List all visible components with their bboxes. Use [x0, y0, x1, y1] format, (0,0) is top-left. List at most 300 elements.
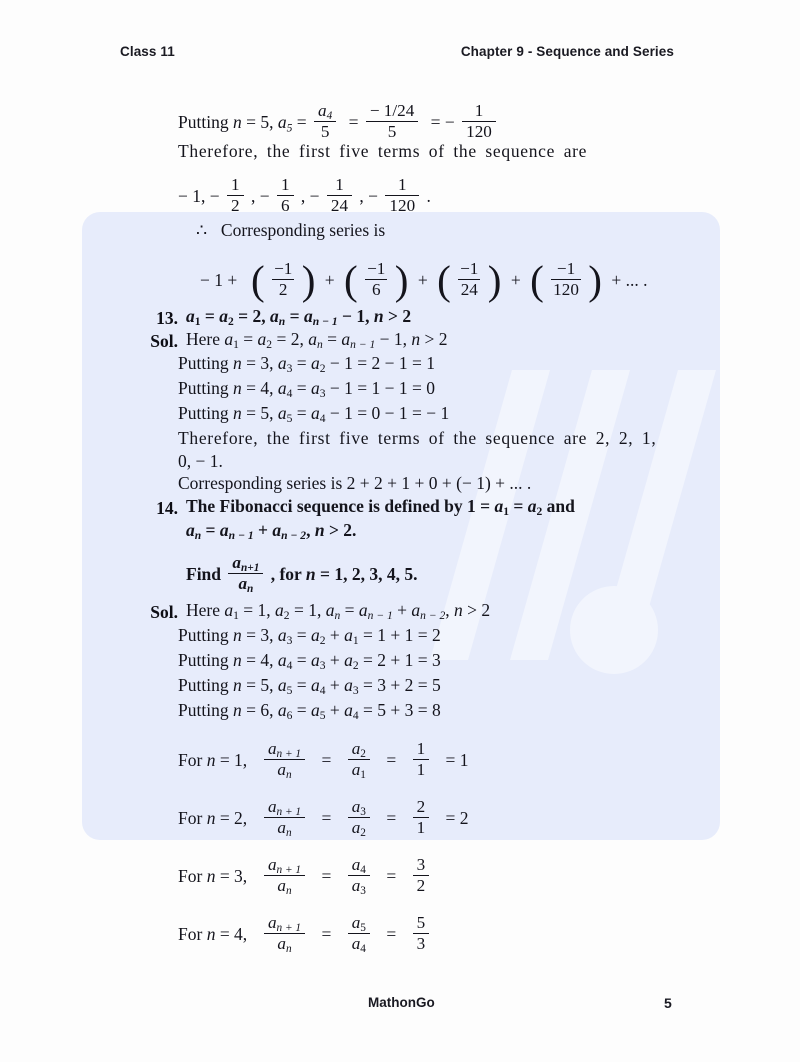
q14-here-n: n [453, 600, 463, 620]
q13-n3-lead: Putting [178, 353, 229, 373]
q14-step-n4 [178, 650, 441, 673]
q14-n5-eq: = [296, 675, 307, 695]
q14-here-lead: Here [186, 600, 221, 620]
series-frac-2-den: 6 [371, 280, 381, 300]
series-frac-4-den: 120 [553, 280, 579, 300]
q14-statement-line-1 [186, 496, 575, 519]
q13-an-sub: n [278, 316, 286, 329]
q14-n6-lead: Putting [178, 700, 229, 720]
q14-here-anm1: a [358, 600, 368, 620]
q14-eq: = [513, 496, 524, 516]
q14-sol-here [186, 600, 491, 623]
q14-step-n6 [178, 700, 441, 723]
q14-anm1: a [219, 520, 229, 540]
equals-3-minus: = − [430, 112, 455, 133]
q13-here-a2-sub: 2 [266, 339, 273, 352]
question-number-13: 13. [156, 308, 178, 328]
ratio2-rden: a [351, 818, 361, 838]
q13-n5-lead: Putting [178, 403, 229, 423]
q14-n3-lead: Putting [178, 625, 229, 645]
q14-here-comma: , [445, 600, 450, 620]
therefore-symbol: ∴ [196, 220, 208, 240]
line-terms-list [178, 174, 431, 218]
q13-a2-sub: 2 [228, 316, 234, 329]
terms-tail: . [426, 186, 431, 207]
q13-n4-rest: − 1 = 1 − 1 = 0 [329, 378, 435, 398]
q13-here-a2: a [257, 329, 267, 349]
q14-n3-eq: = [296, 625, 307, 645]
q14-n4-r2: a [344, 650, 353, 670]
ratio2-lnum: a [267, 796, 277, 816]
ratio3-n: n [206, 866, 216, 887]
ratio1-rden: a [351, 760, 361, 780]
series-frac-3-den: 24 [460, 280, 478, 300]
q14-n4-lhs: a [277, 650, 287, 670]
term-a: a [277, 112, 287, 133]
q14-here-eq1: = 1, [243, 600, 271, 620]
ratio1-value-fraction [413, 740, 430, 780]
ratio1-eq2: = [386, 750, 397, 771]
paren-close-2: ) [394, 256, 409, 303]
equals-1: = [296, 112, 307, 133]
term-frac-1-24-num: 1 [327, 176, 352, 197]
frac1-num-a: a [317, 100, 327, 120]
series-op-1: + [324, 270, 335, 291]
ratio4-left-fraction [264, 914, 305, 954]
page-header [0, 44, 800, 68]
q14-n6-eqn: = 6, [246, 700, 274, 720]
putting-label: Putting [178, 112, 229, 133]
q14-n5-r2-sub: 3 [352, 685, 359, 698]
q13-here-lead: Here [186, 329, 221, 349]
q14-n6-lhs-sub: 6 [286, 710, 293, 723]
ratio2-rden-sub: 2 [360, 827, 366, 840]
term-frac-1-24-den: 24 [330, 196, 349, 216]
q13-n4-lhs-sub: 4 [286, 388, 293, 401]
ratio1-lnum-sub: n + 1 [276, 748, 302, 761]
q14-a2: a [527, 496, 537, 516]
paren-close-3: ) [487, 256, 502, 303]
q13-step-n3 [178, 353, 435, 376]
q13-an: a [270, 306, 279, 326]
ratio4-vnum: 5 [413, 914, 430, 935]
ratio4-eq1: = [321, 924, 332, 945]
q14-find-num: a [232, 552, 241, 572]
frac3-num: 1 [462, 102, 496, 123]
q14-n6-lhs: a [277, 700, 287, 720]
ratio4-eqn: = 4, [219, 924, 248, 945]
series-frac-4-num: −1 [551, 260, 581, 281]
q13-here-eq5: > 2 [424, 329, 448, 349]
q13-n3-rhs-sub: 2 [319, 363, 326, 376]
q13-eq3: = [289, 306, 300, 326]
q14-here-anm2-sub: n − 2 [420, 610, 446, 623]
line-putting-n5-prev [178, 100, 499, 144]
q13-here-a1: a [224, 329, 234, 349]
ratio3-lead: For [178, 866, 203, 887]
ratio3-lnum: a [267, 854, 277, 874]
q14-here-rest: > 2 [467, 600, 491, 620]
q13-n5-n: n [232, 403, 242, 423]
footer-brand: MathonGo [368, 995, 435, 1010]
q13-n5-lhs-sub: 5 [286, 413, 293, 426]
frac3-den: 120 [466, 122, 492, 142]
terms-sep-1: , − [250, 186, 270, 207]
q13-n4-n: n [232, 378, 242, 398]
q14-n6-plus: + [329, 700, 340, 720]
q14-n4-plus: + [329, 650, 340, 670]
ratio1-lden-sub: n [285, 769, 292, 782]
ratio4-right-fraction [348, 914, 370, 954]
q13-here-anm1-sub: n − 1 [350, 339, 376, 352]
q13-n4-eqn: = 4, [246, 378, 274, 398]
q14-n3-n: n [232, 625, 242, 645]
q14-n3-lhs-sub: 3 [286, 635, 293, 648]
fraction-1-over-120 [462, 102, 496, 142]
q14-n5-lead: Putting [178, 675, 229, 695]
q14-find-den-sub: n [247, 583, 254, 596]
q13-n4-lhs: a [277, 378, 287, 398]
q13-step-n5 [178, 403, 450, 426]
q14-n4-lhs-sub: 4 [286, 660, 293, 673]
q14-n5-r1-sub: 4 [319, 685, 326, 698]
q14-here-a1: a [224, 600, 234, 620]
ratio1-lead: For [178, 750, 203, 771]
q13-here-eq4: − 1, [379, 329, 407, 349]
q13-anm1-sub: n − 1 [312, 316, 338, 329]
term-frac-1-6 [277, 176, 294, 216]
q13-n3-lhs: a [277, 353, 287, 373]
q14-n5-r2: a [344, 675, 353, 695]
q14-a1-sub: 1 [503, 506, 509, 519]
ratio2-vden: 1 [416, 818, 426, 838]
ratio1-vden: 1 [416, 760, 426, 780]
ratio3-eq2: = [386, 866, 397, 887]
ratio3-lnum-sub: n + 1 [276, 864, 302, 877]
frac2-num: − 1/24 [366, 102, 418, 123]
q14-here-plus: + [397, 600, 407, 620]
paren-close-1: ) [301, 256, 316, 303]
q14-n6-r2: a [344, 700, 353, 720]
q14-here-a2: a [275, 600, 284, 620]
ratio1-rnum: a [351, 738, 361, 758]
ratio3-left-fraction [264, 856, 305, 896]
ratio2-n: n [206, 808, 216, 829]
q14-n3-lhs: a [277, 625, 287, 645]
ratio4-lden-sub: n [285, 943, 292, 956]
ratio3-vnum: 3 [413, 856, 430, 877]
q14-n4-r2-sub: 2 [352, 660, 359, 673]
q14-anm2-sub: n − 2 [281, 530, 307, 543]
q14-rest: > 2. [328, 520, 357, 540]
frac2-den: 5 [387, 122, 397, 142]
terms-sep-3: , − [359, 186, 379, 207]
footer-page-number: 5 [664, 995, 672, 1011]
term-frac-1-24 [327, 176, 352, 216]
series-frac-1 [272, 260, 294, 300]
header-chapter-label: Chapter 9 - Sequence and Series [460, 44, 674, 59]
q14-plus: + [258, 520, 268, 540]
q13-n3-eqn: = 3, [246, 353, 274, 373]
q13-n3-rhs: a [310, 353, 320, 373]
q13-here-eq1: = [243, 329, 254, 349]
q13-n3-lhs-sub: 3 [286, 363, 293, 376]
q14-an: a [186, 520, 195, 540]
line-corresponding-series-intro [196, 222, 385, 240]
q13-conclusion-line-1: Therefore, the first five terms of the sequence are 2, 2, 1, [178, 428, 657, 448]
q13-n4-rhs: a [310, 378, 320, 398]
series-op-2: + [417, 270, 428, 291]
q13-sol-here [186, 329, 448, 352]
ratio4-lden: a [277, 934, 286, 954]
q14-n4-r1-sub: 3 [319, 660, 326, 673]
q14-find-lead: Find [186, 564, 222, 585]
q14-ratio-row-2 [178, 796, 469, 840]
q14-here-anm2: a [411, 600, 421, 620]
term-a-sub: 5 [286, 122, 293, 135]
q14-step-n5 [178, 675, 441, 698]
term-frac-1-120 [385, 176, 419, 216]
q14-here-a2-sub: 2 [283, 610, 290, 623]
q13-eq2: = 2, [238, 306, 266, 326]
ratio1-eqn: = 1, [219, 750, 248, 771]
fraction-a4-over-5 [314, 102, 336, 142]
q13-a1: a [186, 306, 195, 326]
q14-n5-rest: = 3 + 2 = 5 [363, 675, 441, 695]
eq-n5: = 5, [246, 112, 274, 133]
series-frac-2-num: −1 [365, 260, 387, 281]
ratio2-rnum: a [351, 796, 361, 816]
q14-n6-eq: = [296, 700, 307, 720]
q13-here-an: a [308, 329, 317, 349]
var-n: n [232, 112, 242, 133]
ratio2-right-fraction [348, 798, 370, 838]
frac1-den: 5 [320, 122, 330, 142]
q14-n6-rest: = 5 + 3 = 8 [363, 700, 441, 720]
ratio2-lnum-sub: n + 1 [276, 806, 302, 819]
q13-eq5: > 2 [388, 306, 412, 326]
equals-2: = [348, 112, 359, 133]
ratio2-eq1: = [321, 808, 332, 829]
ratio4-value-fraction [413, 914, 430, 954]
ratio2-left-fraction [264, 798, 305, 838]
ratio1-lnum: a [267, 738, 277, 758]
q13-conclusion-line-2: 0, − 1. [178, 451, 223, 471]
q13-series-line: Corresponding series is 2 + 2 + 1 + 0 + (− 1) + ... . [178, 473, 532, 493]
series-frac-3-num: −1 [458, 260, 480, 281]
q13-a1-sub: 1 [194, 316, 201, 329]
q14-eq1: = [205, 520, 216, 540]
q14-n3-r2-sub: 1 [352, 635, 359, 648]
q14-here-a1-sub: 1 [233, 610, 239, 623]
term-frac-1-2 [227, 176, 244, 216]
ratio3-vden: 2 [416, 876, 426, 896]
ratio1-right-fraction [348, 740, 370, 780]
q14-comma: , [306, 520, 311, 540]
q13-n4-lead: Putting [178, 378, 229, 398]
q13-n4-rhs-sub: 3 [319, 388, 326, 401]
q13-here-n: n [411, 329, 421, 349]
ratio4-rnum-sub: 5 [360, 922, 366, 935]
frac1-num-sub: 4 [326, 110, 333, 123]
ratio3-rden: a [351, 876, 361, 896]
paren-open-1: ( [251, 256, 265, 303]
ratio1-left-fraction [264, 740, 305, 780]
q14-n4-lead: Putting [178, 650, 229, 670]
q13-n3-eq: = [296, 353, 307, 373]
series-op-3: + [510, 270, 521, 291]
series-tail: + ... . [611, 270, 648, 291]
series-frac-3 [458, 260, 480, 300]
term-frac-1-6-den: 6 [280, 196, 290, 216]
q13-step-n4 [178, 378, 435, 401]
q13-here-eq2: = 2, [276, 329, 304, 349]
ratio3-right-fraction [348, 856, 370, 896]
ratio2-eq3: = 2 [445, 808, 469, 829]
q14-here-anm1-sub: n − 1 [367, 610, 393, 623]
q14-anm2: a [272, 520, 282, 540]
ratio1-lden: a [277, 760, 286, 780]
q13-n4-eq: = [296, 378, 307, 398]
q14-ratio-row-1 [178, 738, 469, 782]
q13-n3-n: n [232, 353, 242, 373]
q14-n5-r1: a [310, 675, 320, 695]
q13-eq1: = [204, 306, 215, 326]
ratio1-vnum: 1 [413, 740, 430, 761]
ratio1-rnum-sub: 2 [360, 748, 366, 761]
ratio3-rnum-sub: 4 [360, 864, 366, 877]
term-frac-1-6-num: 1 [277, 176, 294, 197]
q14-here-eq2: = 1, [293, 600, 322, 620]
series-frac-2 [365, 260, 387, 300]
term-frac-1-2-num: 1 [227, 176, 244, 197]
ratio1-eq1: = [321, 750, 332, 771]
q14-n5-lhs-sub: 5 [286, 685, 293, 698]
ratio3-eqn: = 3, [219, 866, 248, 887]
q14-n4-n: n [232, 650, 242, 670]
q14-n6-r2-sub: 4 [352, 710, 359, 723]
terms-sep-2: , − [300, 186, 320, 207]
ratio1-n: n [206, 750, 216, 771]
ratio4-vden: 3 [416, 934, 426, 954]
ratio2-eqn: = 2, [219, 808, 248, 829]
ratio4-rden: a [351, 934, 361, 954]
q13-n5-rhs-sub: 4 [319, 413, 326, 426]
q13-n5-rest: − 1 = 0 − 1 = − 1 [329, 403, 450, 423]
q13-n3-rest: − 1 = 2 − 1 = 1 [329, 353, 435, 373]
q14-n3-eqn: = 3, [246, 625, 274, 645]
q14-find-fraction [228, 554, 263, 594]
ratio4-rnum: a [351, 912, 361, 932]
q13-statement [186, 306, 412, 329]
q13-n5-lhs: a [277, 403, 287, 423]
q14-ratio-row-3 [178, 854, 432, 898]
term-frac-1-120-num: 1 [385, 176, 419, 197]
q14-a1: a [494, 496, 504, 516]
ratio2-lead: For [178, 808, 203, 829]
series-lead: − 1 + [200, 270, 238, 291]
ratio4-lnum-sub: n + 1 [276, 922, 302, 935]
q14-n5-n: n [232, 675, 242, 695]
q14-ratio-row-4 [178, 912, 432, 956]
paren-open-3: ( [437, 256, 451, 303]
paren-close-4: ) [588, 256, 602, 303]
q14-n6-n: n [232, 700, 242, 720]
q14-n4-rest: = 2 + 1 = 3 [363, 650, 441, 670]
q14-n3-r1: a [310, 625, 320, 645]
q14-n3-r1-sub: 2 [319, 635, 326, 648]
line-therefore-first-five: Therefore, the first five terms of the sequence are [178, 141, 588, 161]
ratio4-lead: For [178, 924, 203, 945]
line-series-expansion [200, 256, 648, 303]
q14-sol-label: Sol. [150, 602, 178, 622]
ratio2-rnum-sub: 3 [360, 806, 366, 819]
q13-n: n [373, 306, 384, 326]
q14-find-den: a [238, 574, 248, 594]
q13-anm1: a [303, 306, 313, 326]
term-frac-1-120-den: 120 [389, 196, 416, 216]
ratio1-eq3: = 1 [445, 750, 469, 771]
fraction-minus-1-24-over-5 [366, 102, 418, 142]
ratio2-vnum: 2 [413, 798, 430, 819]
header-class-label: Class 11 [120, 44, 175, 59]
q14-step-n3 [178, 625, 441, 648]
q14-n: n [314, 520, 325, 540]
ratio4-lnum: a [267, 912, 277, 932]
term-frac-1-2-den: 2 [231, 196, 240, 216]
q13-here-eq3: = [327, 329, 337, 349]
q13-here-an-sub: n [316, 339, 323, 352]
q13-here-anm1: a [341, 329, 351, 349]
q14-here-an-sub: n [334, 610, 341, 623]
q13-a2: a [219, 306, 229, 326]
q13-eq4: − 1, [342, 306, 370, 326]
q14-find-values: = 1, 2, 3, 4, 5. [320, 564, 418, 585]
ratio3-value-fraction [413, 856, 430, 896]
q14-find-line [186, 552, 418, 596]
q14-here-eq3: = [344, 600, 355, 620]
ratio2-value-fraction [413, 798, 430, 838]
q14-n5-lhs: a [277, 675, 287, 695]
ratio2-eq2: = [386, 808, 397, 829]
paren-open-4: ( [530, 256, 544, 303]
ratio1-rden-sub: 1 [360, 769, 366, 782]
q14-find-n: n [305, 564, 316, 585]
q14-n3-plus: + [329, 625, 340, 645]
q14-n5-plus: + [329, 675, 340, 695]
q14-n4-r1: a [310, 650, 320, 670]
ratio2-lden-sub: n [285, 827, 292, 840]
ratio3-lden-sub: n [285, 885, 292, 898]
q14-n6-r1-sub: 5 [319, 710, 326, 723]
q13-n5-eq: = [296, 403, 307, 423]
q13-here-a1-sub: 1 [233, 339, 239, 352]
q14-n5-eqn: = 5, [246, 675, 274, 695]
q14-n4-eq: = [296, 650, 307, 670]
series-frac-1-den: 2 [278, 280, 288, 300]
q14-anm1-sub: n − 1 [228, 530, 254, 543]
page-footer [0, 995, 800, 1017]
ratio4-rden-sub: 4 [360, 943, 366, 956]
q13-n5-rhs: a [310, 403, 320, 423]
terms-lead: − 1, − [178, 186, 220, 207]
ratio3-eq1: = [321, 866, 332, 887]
ratio2-lden: a [277, 818, 286, 838]
q14-an-sub: n [194, 530, 202, 543]
series-frac-4 [551, 260, 581, 300]
q14-statement-line-2 [186, 520, 357, 543]
ratio4-eq2: = [386, 924, 397, 945]
